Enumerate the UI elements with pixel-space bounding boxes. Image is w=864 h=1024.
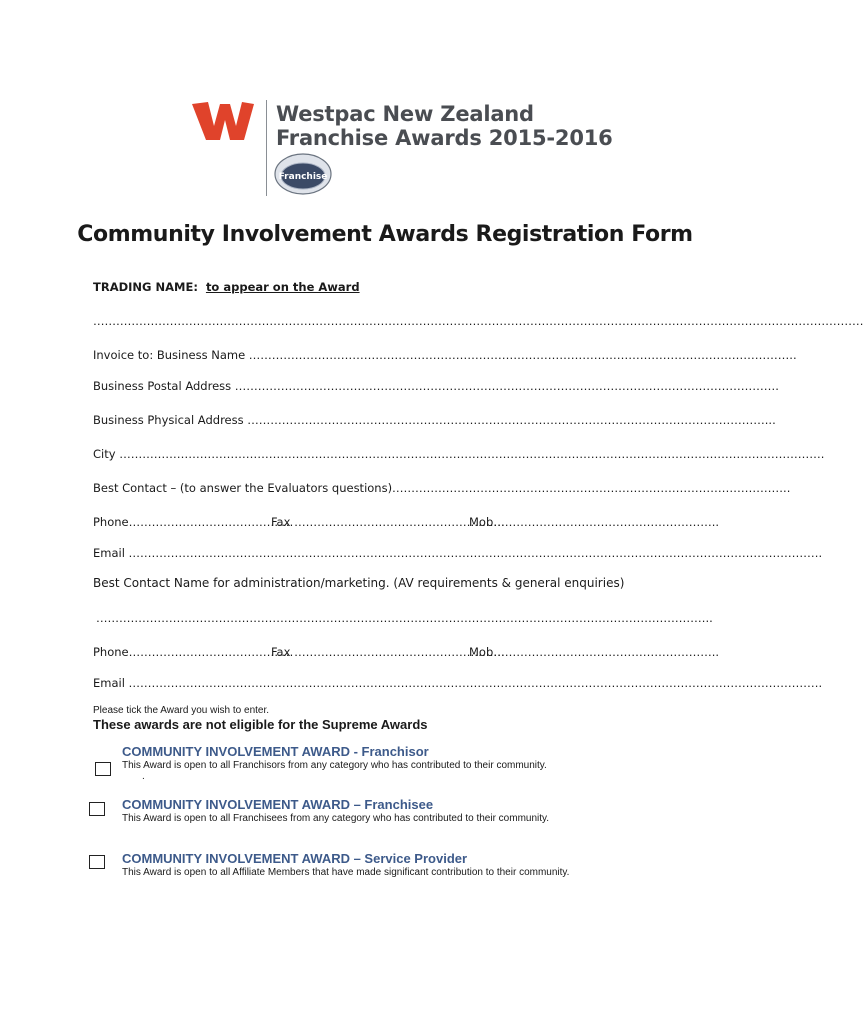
franchisee-award-description: This Award is open to all Franchisees from any category who has contributed to their community.: [122, 813, 550, 824]
service-provider-award-checkbox[interactable]: [89, 855, 105, 869]
eligibility-note: These awards are not eligible for the Supreme Awards: [93, 717, 428, 732]
best-contact-name-field[interactable]: ……………………………………………………………………………………………………………………………………………..: [96, 611, 713, 625]
franchise-association-seal: [273, 152, 333, 196]
mob-field-2[interactable]: Mob…………………………………………………..: [469, 645, 720, 659]
email-field-1[interactable]: Email ……………………………………………………………………………………………………………………………………………………………….: [93, 546, 823, 560]
invoice-business-name-field[interactable]: Invoice to: Business Name ……………………………………………………………………………………………………………………………..: [93, 348, 797, 362]
mob-field-1[interactable]: Mob…………………………………………………..: [469, 515, 720, 529]
business-physical-address-field[interactable]: Business Physical Address ………………………………………………………………………………………………………………………...: [93, 413, 776, 427]
email-field-2[interactable]: Email ……………………………………………………………………………………………………………………………………………………………….: [93, 676, 823, 690]
franchisor-award-description: This Award is open to all Franchisors from any category who has contributed to their community.: [122, 760, 547, 771]
tick-instruction: Please tick the Award you wish to enter.: [93, 705, 270, 716]
phone-field-1[interactable]: Phone…………………………………….: [93, 515, 294, 529]
trading-name-subheading: to appear on the Award: [205, 280, 360, 294]
trading-name-heading: TRADING NAME:: [93, 280, 198, 294]
trading-name-field[interactable]: …………………………………………………………………………………………………………………………………………………………………………………: [93, 314, 864, 328]
best-contact-name-label: Best Contact Name for administration/marketing. (AV requirements & general enquiries): [93, 576, 625, 590]
brand-title-line2: Franchise Awards 2015-2016: [276, 126, 613, 150]
seal-text: Franchise: [278, 172, 328, 182]
phone-field-2[interactable]: Phone…………………………………….: [93, 645, 294, 659]
fax-field-1[interactable]: Fax ……………………………………………….: [271, 515, 505, 529]
fax-field-2[interactable]: Fax ……………………………………………….: [271, 645, 505, 659]
header-divider: [266, 100, 267, 196]
franchisor-award-extra: .: [142, 771, 145, 782]
brand-title-line1: Westpac New Zealand: [276, 102, 534, 126]
service-provider-award-description: This Award is open to all Affiliate Members that have made significant contribution to their community.: [122, 867, 570, 878]
franchisee-award-checkbox[interactable]: [89, 802, 105, 816]
franchisor-award-title: COMMUNITY INVOLVEMENT AWARD - Franchisor: [122, 744, 429, 759]
franchisor-award-checkbox[interactable]: [95, 762, 111, 776]
franchisee-award-title: COMMUNITY INVOLVEMENT AWARD – Franchisee: [122, 797, 434, 812]
city-field[interactable]: City ………………………………………………………………………………………………………………………………………………………………….: [93, 447, 825, 461]
business-postal-address-field[interactable]: Business Postal Address …………………………………………………………………………………………………………………………….: [93, 379, 779, 393]
trading-name-label: [93, 280, 360, 294]
westpac-logo: [190, 100, 256, 142]
best-contact-field[interactable]: Best Contact – (to answer the Evaluators questions)…………………………………………………………………………………………..: [93, 481, 791, 495]
service-provider-award-title: COMMUNITY INVOLVEMENT AWARD – Service Provider: [122, 851, 468, 866]
form-title: Community Involvement Awards Registration Form: [77, 222, 693, 247]
